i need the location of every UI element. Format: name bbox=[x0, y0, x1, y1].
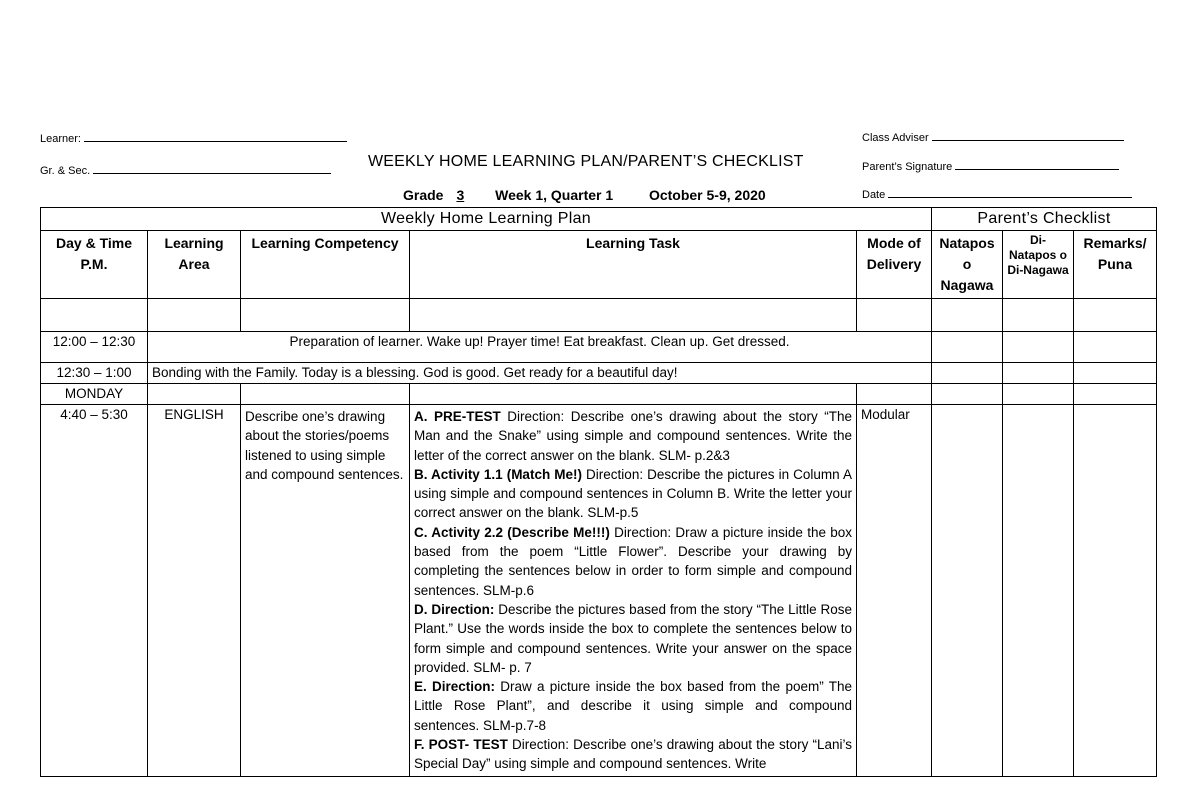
check-natapos[interactable] bbox=[932, 363, 1003, 384]
section-parents-checklist: Parent’s Checklist bbox=[932, 208, 1157, 231]
col-learning-competency: Learning Competency bbox=[241, 231, 410, 299]
col-mode-of-delivery: Mode of Delivery bbox=[857, 231, 932, 299]
task-e: E. Direction: Draw a picture inside the box based from the poem” The Little Rose Plant”, and describe it using simple and compound sentences. SLM-p.7-8 bbox=[414, 679, 852, 733]
table-row bbox=[41, 405, 1157, 777]
col-natapos: Natapos o Nagawa bbox=[932, 231, 1003, 299]
learner-blank[interactable] bbox=[84, 130, 347, 142]
table-row bbox=[41, 332, 1157, 363]
col-di-natapos: Di-Natapos o Di-Nagawa bbox=[1003, 231, 1074, 299]
task-d: D. Direction: Describe the pictures based from the story “The Little Rose Plant.” Use the words inside the box to complete the sentences below to form simple and compound sentences. Write your answer on the space provided. SLM- p. 7 bbox=[414, 601, 853, 675]
parent-signature-blank[interactable] bbox=[955, 158, 1119, 170]
check-remarks[interactable] bbox=[1074, 405, 1157, 777]
class-adviser-blank[interactable] bbox=[932, 129, 1124, 141]
task-f: F. POST- TEST Direction: Describe one’s drawing about the story “Lani’s Special Day” using simple and compound sentences. Write bbox=[414, 737, 852, 772]
row-time: 12:00 – 12:30 bbox=[41, 332, 148, 363]
learning-plan-table bbox=[40, 207, 1157, 777]
grade-label: Grade bbox=[403, 187, 444, 203]
check-natapos[interactable] bbox=[932, 332, 1003, 363]
parent-signature-label: Parent’s Signature bbox=[862, 161, 953, 173]
col-learning-task: Learning Task bbox=[410, 231, 857, 299]
date-field bbox=[862, 186, 1132, 201]
check-natapos[interactable] bbox=[932, 405, 1003, 777]
col-learning-area: Learning Area bbox=[148, 231, 241, 299]
date-blank[interactable] bbox=[888, 186, 1132, 198]
row-time: 12:30 – 1:00 bbox=[41, 363, 148, 384]
row-competency: Describe one’s drawing about the stories/poems listened to using simple and compound sentences. bbox=[241, 405, 410, 777]
check-remarks[interactable] bbox=[1074, 332, 1157, 363]
page-title: WEEKLY HOME LEARNING PLAN/PARENT’S CHECKLIST bbox=[368, 153, 804, 170]
week-quarter: Week 1, Quarter 1 bbox=[495, 187, 614, 203]
col-day-time: Day & Time P.M. bbox=[41, 231, 148, 299]
table-row bbox=[41, 384, 1157, 405]
learner-field bbox=[40, 130, 347, 145]
table-row bbox=[41, 299, 1157, 332]
column-header-row bbox=[41, 231, 1157, 299]
date-label: Date bbox=[862, 189, 886, 201]
section-weekly-plan: Weekly Home Learning Plan bbox=[41, 208, 932, 231]
row-learning-tasks bbox=[410, 405, 857, 777]
class-adviser-label: Class Adviser bbox=[862, 132, 929, 144]
grsec-field bbox=[40, 162, 331, 177]
row-mode: Modular bbox=[857, 405, 932, 777]
check-di-natapos[interactable] bbox=[1003, 332, 1074, 363]
check-remarks[interactable] bbox=[1074, 363, 1157, 384]
task-c: C. Activity 2.2 (Describe Me!!!) Direction: Draw a picture inside the box based from the poem “Little Flower”. Describe your drawing by completing the sentences below in order to form simple and compound sentences. SLM-p.6 bbox=[414, 524, 852, 598]
task-a: A. PRE-TEST Direction: Describe one’s drawing about the story “The Man and the Snake” using simple and compound sentences. Write the letter of the correct answer on the blank. SLM- p.2&3 bbox=[414, 409, 852, 463]
dates: October 5-9, 2020 bbox=[648, 187, 766, 203]
row-activity: Preparation of learner. Wake up! Prayer time! Eat breakfast. Clean up. Get dressed. bbox=[148, 332, 932, 363]
col-remarks: Remarks/ Puna bbox=[1074, 231, 1157, 299]
check-di-natapos[interactable] bbox=[1003, 405, 1074, 777]
row-activity: Bonding with the Family. Today is a blessing. God is good. Get ready for a beautiful day! bbox=[148, 363, 932, 384]
row-day: MONDAY bbox=[41, 384, 148, 405]
parent-signature-field bbox=[862, 158, 1119, 173]
class-adviser-field bbox=[862, 129, 1124, 144]
learner-label: Learner: bbox=[40, 133, 81, 145]
section-header-row bbox=[41, 208, 1157, 231]
grsec-blank[interactable] bbox=[93, 162, 331, 174]
grade-week-line bbox=[403, 187, 766, 203]
grsec-label: Gr. & Sec. bbox=[40, 165, 91, 177]
row-time: 4:40 – 5:30 bbox=[41, 405, 148, 777]
grade-value: 3 bbox=[456, 187, 465, 203]
row-area: ENGLISH bbox=[148, 405, 241, 777]
check-di-natapos[interactable] bbox=[1003, 363, 1074, 384]
table-row bbox=[41, 363, 1157, 384]
task-b: B. Activity 1.1 (Match Me!) Direction: Describe the pictures in Column A using simple and compound sentences in Column B. Write the letter your correct answer on the blank. SLM-p.5 bbox=[414, 466, 852, 521]
